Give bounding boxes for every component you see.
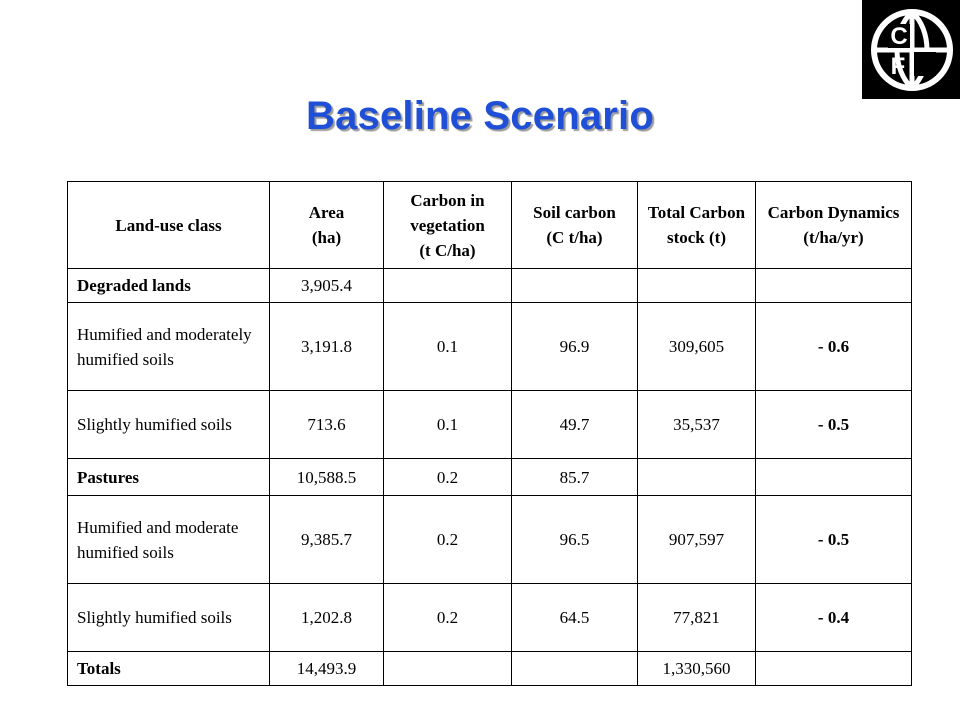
cell-total: 1,330,560 <box>638 652 756 686</box>
cell-soil: 49.7 <box>512 391 638 459</box>
cell-soil: 96.5 <box>512 496 638 584</box>
cell-dyn <box>756 459 912 496</box>
cell-total <box>638 269 756 303</box>
cell-label: Humified and moderate humified soils <box>68 496 270 584</box>
cell-label: Totals <box>68 652 270 686</box>
cell-dyn: - 0.5 <box>756 391 912 459</box>
cell-label: Slightly humified soils <box>68 391 270 459</box>
cell-soil: 85.7 <box>512 459 638 496</box>
table-row <box>68 269 912 303</box>
cell-veg: 0.2 <box>384 459 512 496</box>
cell-total: 77,821 <box>638 584 756 652</box>
cell-label: Humified and moderately humified soils <box>68 303 270 391</box>
header-carbon-vegetation: Carbon in vegetation (t C/ha) <box>384 182 512 269</box>
table-row <box>68 391 912 459</box>
cell-veg: 0.2 <box>384 496 512 584</box>
cell-area: 3,191.8 <box>270 303 384 391</box>
cell-total: 309,605 <box>638 303 756 391</box>
cell-area: 10,588.5 <box>270 459 384 496</box>
table-header-row <box>68 182 912 269</box>
cell-area: 9,385.7 <box>270 496 384 584</box>
cell-total: 907,597 <box>638 496 756 584</box>
cell-dyn: - 0.4 <box>756 584 912 652</box>
cell-area: 14,493.9 <box>270 652 384 686</box>
cell-total <box>638 459 756 496</box>
cell-veg <box>384 652 512 686</box>
header-carbon-dynamics: Carbon Dynamics (t/ha/yr) <box>756 182 912 269</box>
table-row <box>68 584 912 652</box>
globe-logo-icon <box>862 0 960 99</box>
cell-area: 1,202.8 <box>270 584 384 652</box>
cell-veg: 0.1 <box>384 391 512 459</box>
cell-soil: 64.5 <box>512 584 638 652</box>
cell-veg: 0.2 <box>384 584 512 652</box>
cell-dyn <box>756 652 912 686</box>
cell-label: Pastures <box>68 459 270 496</box>
cell-area: 713.6 <box>270 391 384 459</box>
cell-veg: 0.1 <box>384 303 512 391</box>
header-total-carbon: Total Carbon stock (t) <box>638 182 756 269</box>
table-row <box>68 496 912 584</box>
table-row <box>68 303 912 391</box>
cell-dyn: - 0.6 <box>756 303 912 391</box>
cell-area: 3,905.4 <box>270 269 384 303</box>
header-soil-carbon: Soil carbon (C t/ha) <box>512 182 638 269</box>
logo-letter-f: F <box>890 53 906 80</box>
cell-label: Slightly humified soils <box>68 584 270 652</box>
cell-soil: 96.9 <box>512 303 638 391</box>
cell-soil <box>512 652 638 686</box>
cell-label: Degraded lands <box>68 269 270 303</box>
cell-dyn <box>756 269 912 303</box>
cell-soil <box>512 269 638 303</box>
cell-total: 35,537 <box>638 391 756 459</box>
logo <box>862 0 960 99</box>
header-area: Area (ha) <box>270 182 384 269</box>
table-row <box>68 652 912 686</box>
page-title: Baseline Scenario <box>305 94 654 138</box>
table-row <box>68 459 912 496</box>
cell-dyn: - 0.5 <box>756 496 912 584</box>
carbon-table <box>67 181 912 686</box>
cell-veg <box>384 269 512 303</box>
header-land-use-class: Land-use class <box>68 182 270 269</box>
logo-letter-c: C <box>890 23 908 50</box>
